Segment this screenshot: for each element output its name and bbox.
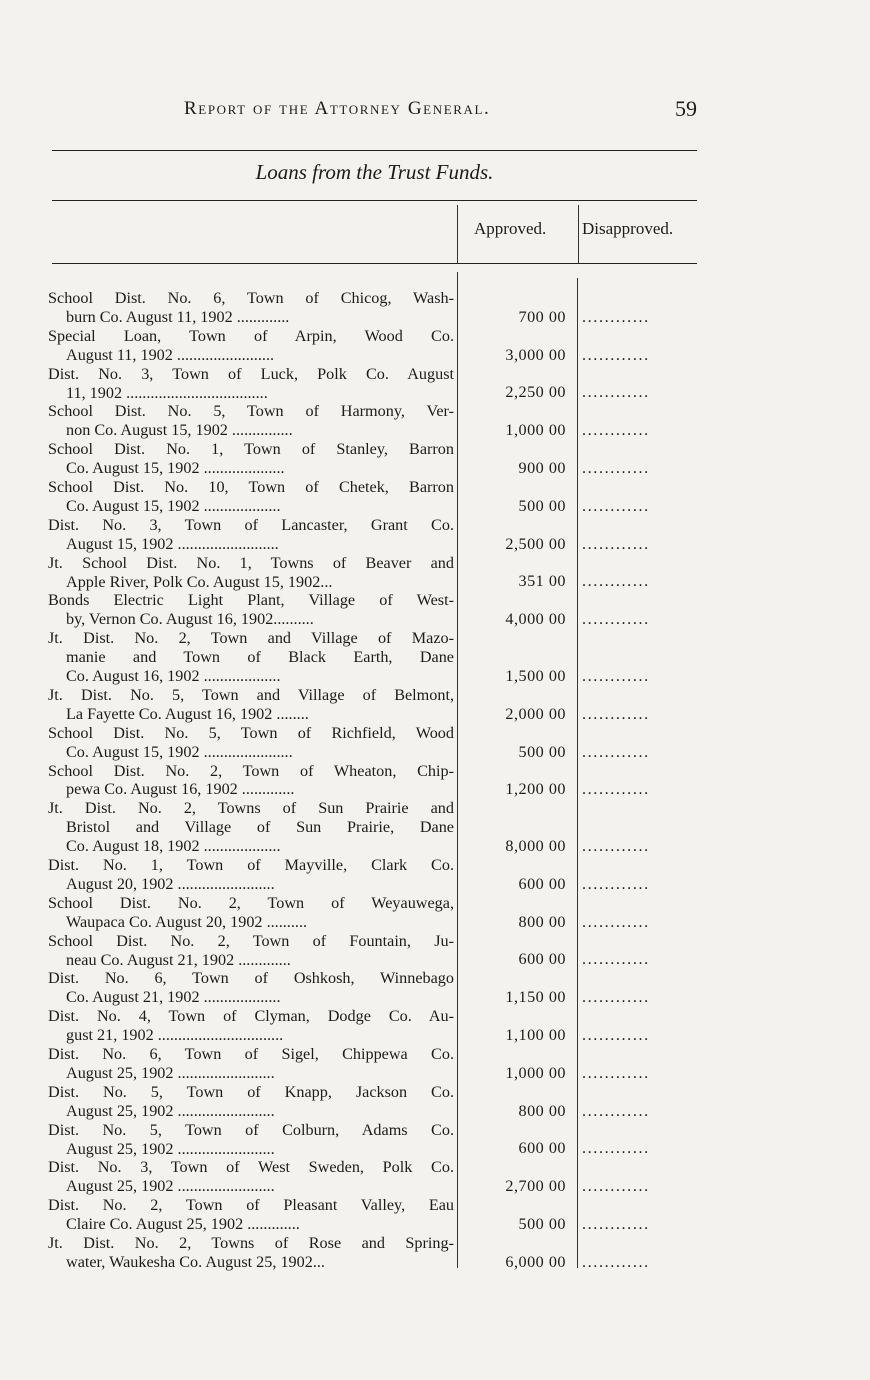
running-head — [52, 98, 697, 124]
description-line: Jt. Dist. No. 2, Town and Village of Mazo- — [48, 629, 454, 648]
disapproved-leader: ............ — [582, 950, 650, 969]
description-line: Jt. School Dist. No. 1, Towns of Beaver and — [48, 553, 454, 572]
disapproved-leader: ............ — [582, 1139, 650, 1158]
description-line: School Dist. No. 2, Town of Wheaton, Chip- — [48, 761, 454, 780]
description-line: Co. August 15, 1902 .................... — [66, 459, 285, 478]
approved-amount: 1,000 00 — [505, 1063, 566, 1082]
description-line: School Dist. No. 1, Town of Stanley, Barron — [48, 440, 454, 459]
disapproved-leader: ............ — [582, 459, 650, 478]
disapproved-leader: ............ — [582, 1101, 650, 1120]
table-header-rule — [52, 263, 697, 264]
approved-amount: 1,500 00 — [505, 666, 566, 685]
description-line: Dist. No. 6, Town of Oshkosh, Winnebago — [48, 969, 454, 988]
description-line: pewa Co. August 16, 1902 ............. — [66, 780, 295, 799]
description-line: Special Loan, Town of Arpin, Wood Co. — [48, 326, 454, 345]
approved-amount: 4,000 00 — [505, 610, 566, 629]
approved-amount: 2,250 00 — [505, 383, 566, 402]
description-line: Dist. No. 3, Town of Lancaster, Grant Co. — [48, 515, 454, 534]
disapproved-leader: ............ — [582, 988, 650, 1007]
column-divider-left — [457, 272, 458, 1268]
approved-amount: 900 00 — [518, 459, 566, 478]
description-line: Dist. No. 5, Town of Knapp, Jackson Co. — [48, 1082, 454, 1101]
disapproved-leader: ............ — [582, 496, 650, 515]
description-line: School Dist. No. 5, Town of Harmony, Ver- — [48, 402, 454, 421]
disapproved-leader: ............ — [582, 704, 650, 723]
description-line: Dist. No. 4, Town of Clyman, Dodge Co. Au- — [48, 1007, 454, 1026]
table-top-rule — [52, 200, 697, 201]
header-divider-right — [578, 205, 579, 263]
running-title: Report of the Attorney General. — [184, 98, 491, 119]
description-line: Co. August 21, 1902 ................... — [66, 988, 281, 1007]
disapproved-leader: ............ — [582, 742, 650, 761]
loan-description — [48, 289, 454, 327]
approved-amount: 1,100 00 — [505, 1026, 566, 1045]
description-line: gust 21, 1902 ............................... — [66, 1026, 284, 1045]
description-line: Claire Co. August 25, 1902 ............. — [66, 1215, 300, 1234]
disapproved-leader: ............ — [582, 780, 650, 799]
description-line: Dist. No. 2, Town of Pleasant Valley, Eau — [48, 1196, 454, 1215]
loan-description — [48, 932, 454, 970]
disapproved-leader: ............ — [582, 421, 650, 440]
loan-description — [48, 856, 454, 894]
approved-amount: 500 00 — [518, 1215, 566, 1234]
loan-description — [48, 402, 454, 440]
description-line: School Dist. No. 6, Town of Chicog, Wash- — [48, 289, 454, 307]
approved-amount: 6,000 00 — [505, 1252, 566, 1271]
description-line: Bristol and Village of Sun Prairie, Dane — [66, 818, 454, 837]
disapproved-leader: ............ — [582, 383, 650, 402]
approved-amount: 700 00 — [518, 307, 566, 326]
disapproved-leader: ............ — [582, 1177, 650, 1196]
loan-description — [48, 969, 454, 1007]
approved-amount: 600 00 — [518, 1139, 566, 1158]
description-line: water, Waukesha Co. August 25, 1902... — [66, 1252, 325, 1271]
approved-amount: 1,000 00 — [505, 421, 566, 440]
header-divider-left — [457, 205, 458, 263]
approved-amount: 2,700 00 — [505, 1177, 566, 1196]
loan-description — [48, 629, 454, 686]
description-line: Dist. No. 5, Town of Colburn, Adams Co. — [48, 1120, 454, 1139]
approved-amount: 8,000 00 — [505, 837, 566, 856]
description-line: burn Co. August 11, 1902 ............. — [66, 307, 290, 326]
approved-amount: 2,500 00 — [505, 534, 566, 553]
description-line: Jt. Dist. No. 2, Towns of Rose and Spring- — [48, 1234, 454, 1252]
loan-description — [48, 894, 454, 932]
approved-amount: 500 00 — [518, 742, 566, 761]
disapproved-leader: ............ — [582, 837, 650, 856]
disapproved-leader: ............ — [582, 912, 650, 931]
description-line: Dist. No. 3, Town of Luck, Polk Co. August — [48, 364, 454, 383]
column-header-disapproved: Disapproved. — [582, 219, 674, 238]
section-title: Loans from the Trust Funds. — [255, 160, 494, 184]
description-line: August 25, 1902 ........................ — [66, 1177, 275, 1196]
description-line: Co. August 15, 1902 ................... — [66, 496, 281, 515]
description-line: School Dist. No. 2, Town of Weyauwega, — [48, 893, 454, 912]
description-line: School Dist. No. 2, Town of Fountain, Ju- — [48, 931, 454, 950]
description-line: August 25, 1902 ........................ — [66, 1101, 275, 1120]
description-line: School Dist. No. 10, Town of Chetek, Barron — [48, 478, 454, 496]
disapproved-leader: ............ — [582, 534, 650, 553]
loan-description — [48, 1007, 454, 1045]
loan-description — [48, 1196, 454, 1234]
approved-amount: 1,200 00 — [505, 780, 566, 799]
disapproved-leader: ............ — [582, 1026, 650, 1045]
description-line: August 20, 1902 ........................ — [66, 874, 275, 893]
loan-description — [48, 1083, 454, 1121]
description-line: Dist. No. 3, Town of West Sweden, Polk Co. — [48, 1158, 454, 1177]
disapproved-leader: ............ — [582, 1252, 650, 1271]
approved-amount: 800 00 — [518, 912, 566, 931]
description-line: 11, 1902 ................................... — [66, 383, 268, 402]
description-line: Dist. No. 1, Town of Mayville, Clark Co. — [48, 856, 454, 874]
description-line: non Co. August 15, 1902 ............... — [66, 421, 293, 440]
loan-description — [48, 478, 454, 516]
loan-description — [48, 686, 454, 724]
disapproved-leader: ............ — [582, 610, 650, 629]
loan-description — [48, 516, 454, 554]
approved-amount: 2,000 00 — [505, 704, 566, 723]
description-line: La Fayette Co. August 16, 1902 ........ — [66, 704, 309, 723]
loan-description — [48, 1045, 454, 1083]
description-line: by, Vernon Co. August 16, 1902.......... — [66, 610, 314, 629]
description-line: manie and Town of Black Earth, Dane — [66, 648, 454, 667]
description-line: Co. August 18, 1902 ................... — [66, 837, 281, 856]
description-line: School Dist. No. 5, Town of Richfield, Wood — [48, 723, 454, 742]
approved-amount: 800 00 — [518, 1101, 566, 1120]
description-line: neau Co. August 21, 1902 ............. — [66, 950, 291, 969]
loan-description — [48, 365, 454, 403]
loan-description — [48, 1158, 454, 1196]
loan-description — [48, 1234, 454, 1272]
disapproved-leader: ............ — [582, 1215, 650, 1234]
approved-amount: 351 00 — [518, 572, 566, 591]
header-rule — [52, 150, 697, 151]
column-header-approved: Approved. — [474, 219, 547, 238]
disapproved-leader: ............ — [582, 345, 650, 364]
approved-amount: 3,000 00 — [505, 345, 566, 364]
description-line: August 11, 1902 ........................ — [66, 345, 275, 364]
loan-description — [48, 554, 454, 592]
loan-description — [48, 1121, 454, 1159]
disapproved-leader: ............ — [582, 307, 650, 326]
description-line: August 25, 1902 ........................ — [66, 1063, 275, 1082]
disapproved-leader: ............ — [582, 666, 650, 685]
description-line: Dist. No. 6, Town of Sigel, Chippewa Co. — [48, 1045, 454, 1063]
description-line: August 25, 1902 ........................ — [66, 1139, 275, 1158]
loan-description — [48, 591, 454, 629]
page-number: 59 — [675, 96, 697, 121]
description-line: Waupaca Co. August 20, 1902 .......... — [66, 912, 308, 931]
loan-description — [48, 440, 454, 478]
loan-description — [48, 327, 454, 365]
description-line: Jt. Dist. No. 2, Towns of Sun Prairie and — [48, 799, 454, 818]
description-line: Jt. Dist. No. 5, Town and Village of Belmont, — [48, 685, 454, 704]
approved-amount: 1,150 00 — [505, 988, 566, 1007]
disapproved-leader: ............ — [582, 572, 650, 591]
loan-description — [48, 762, 454, 800]
description-line: Co. August 15, 1902 ...................... — [66, 742, 293, 761]
description-line: August 15, 1902 ......................... — [66, 534, 279, 553]
loan-description — [48, 799, 454, 856]
disapproved-leader: ............ — [582, 1063, 650, 1082]
approved-amount: 600 00 — [518, 874, 566, 893]
approved-amount: 500 00 — [518, 496, 566, 515]
description-line: Apple River, Polk Co. August 15, 1902... — [66, 572, 333, 591]
loan-description — [48, 724, 454, 762]
description-line: Co. August 16, 1902 ................... — [66, 667, 281, 685]
description-line: Bonds Electric Light Plant, Village of West- — [48, 591, 454, 610]
column-divider-right — [577, 278, 578, 1268]
disapproved-leader: ............ — [582, 874, 650, 893]
approved-amount: 600 00 — [518, 950, 566, 969]
